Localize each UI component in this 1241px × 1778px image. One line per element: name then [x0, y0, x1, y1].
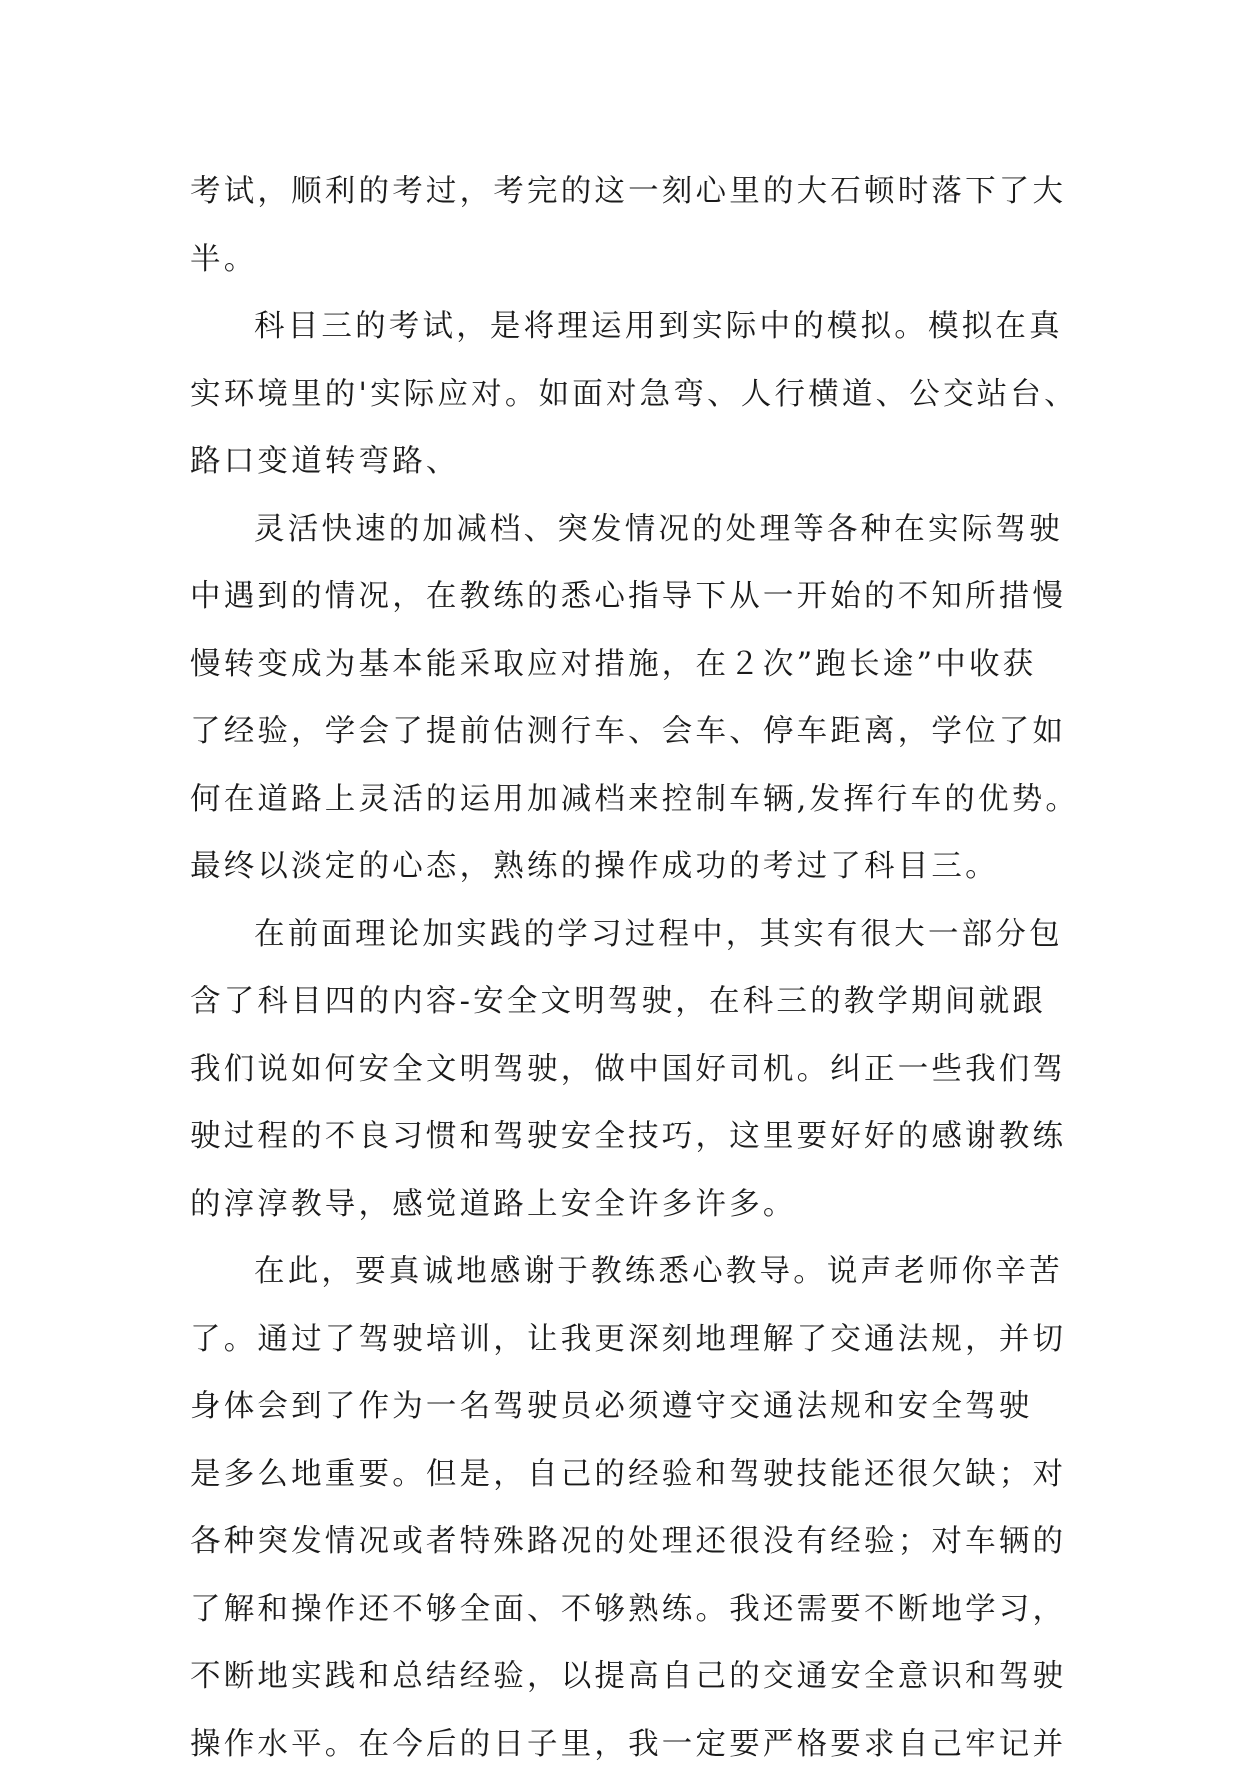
text-line: 半。 [190, 226, 1070, 294]
text-line: 含了科目四的内容-安全文明驾驶，在科三的教学期间就跟 [190, 968, 1070, 1036]
document-page [190, 158, 1070, 1778]
text-line: 中遇到的情况，在教练的悉心指导下从一开始的不知所措慢 [190, 563, 1070, 631]
text-line: 操作水平。在今后的日子里，我一定要严格要求自己牢记并 [190, 1711, 1070, 1778]
text-line: 何在道路上灵活的运用加减档来控制车辆,发挥行车的优势。 [190, 766, 1070, 834]
text-line: 在前面理论加实践的学习过程中，其实有很大一部分包 [190, 901, 1070, 969]
text-line: 了经验，学会了提前估测行车、会车、停车距离，学位了如 [190, 698, 1070, 766]
text-line: 了。通过了驾驶培训，让我更深刻地理解了交通法规，并切 [190, 1306, 1070, 1374]
paragraph-1 [190, 158, 1070, 293]
text-line: 了解和操作还不够全面、不够熟练。我还需要不断地学习， [190, 1576, 1070, 1644]
text-line: 考试，顺利的考过，考完的这一刻心里的大石顿时落下了大 [190, 158, 1070, 226]
text-line: 灵活快速的加减档、突发情况的处理等各种在实际驾驶 [190, 496, 1070, 564]
text-line: 驶过程的不良习惯和驾驶安全技巧，这里要好好的感谢教练 [190, 1103, 1070, 1171]
text-line: 各种突发情况或者特殊路况的处理还很没有经验；对车辆的 [190, 1508, 1070, 1576]
text-line: 不断地实践和总结经验，以提高自己的交通安全意识和驾驶 [190, 1643, 1070, 1711]
paragraph-5 [190, 1238, 1070, 1778]
paragraph-2 [190, 293, 1070, 496]
text-line: 慢转变成为基本能采取应对措施，在２次”跑长途”中收获 [190, 631, 1070, 699]
text-line: 是多么地重要。但是，自己的经验和驾驶技能还很欠缺；对 [190, 1441, 1070, 1509]
text-line: 我们说如何安全文明驾驶，做中国好司机。纠正一些我们驾 [190, 1036, 1070, 1104]
text-line: 在此，要真诚地感谢于教练悉心教导。说声老师你辛苦 [190, 1238, 1070, 1306]
text-line: 路口变道转弯路、 [190, 428, 1070, 496]
paragraph-4 [190, 901, 1070, 1239]
text-line: 身体会到了作为一名驾驶员必须遵守交通法规和安全驾驶 [190, 1373, 1070, 1441]
text-line: 的淳淳教导，感觉道路上安全许多许多。 [190, 1171, 1070, 1239]
text-line: 最终以淡定的心态，熟练的操作成功的考过了科目三。 [190, 833, 1070, 901]
text-line: 实环境里的'实际应对。如面对急弯、人行横道、公交站台、 [190, 361, 1070, 429]
paragraph-3 [190, 496, 1070, 901]
text-line: 科目三的考试，是将理运用到实际中的模拟。模拟在真 [190, 293, 1070, 361]
